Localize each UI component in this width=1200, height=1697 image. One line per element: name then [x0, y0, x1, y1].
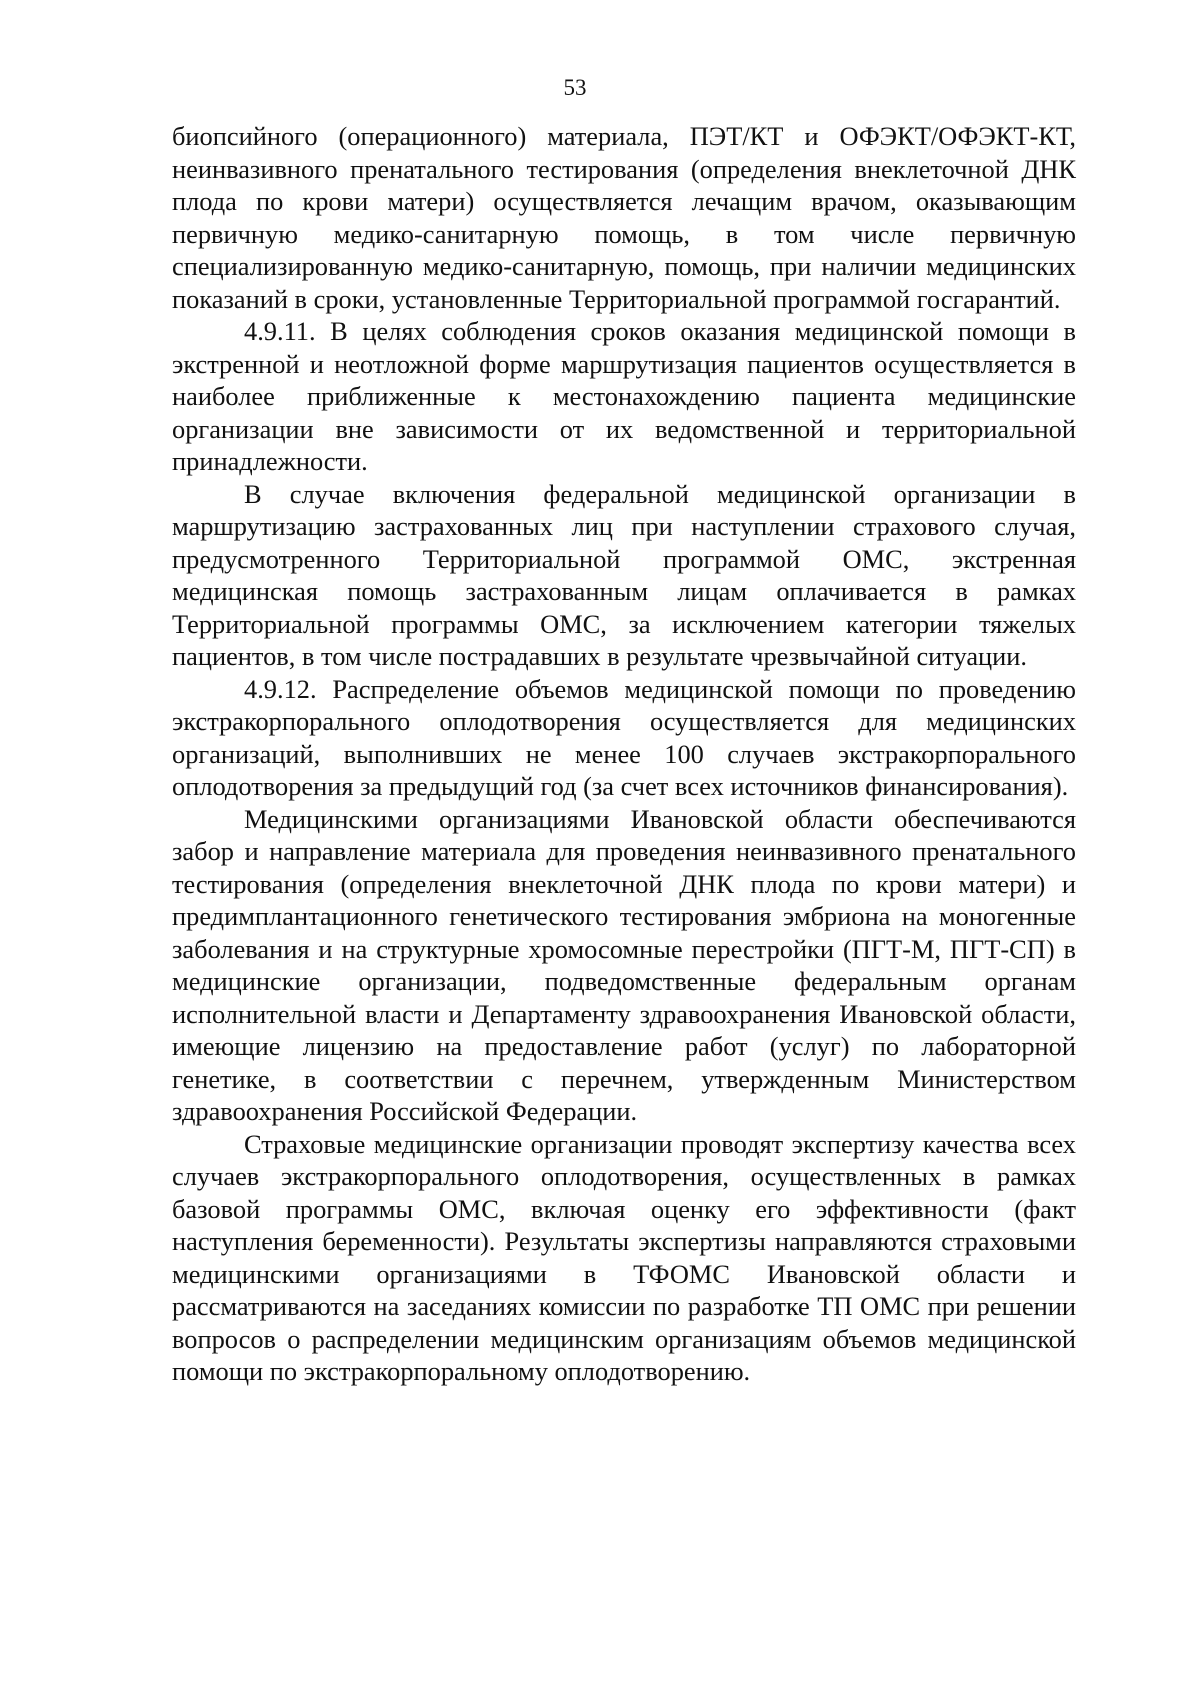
document-body [172, 120, 1076, 1388]
paragraph-4-9-12: 4.9.12. Распределение объемов медицинской помощи по проведению экстракорпорального оплодотворения осуществляется для медицинских организаций, выполнивших не менее 100 случаев экстракорпорального оплодотворения за предыдущий год (за счет всех источников финансирования). [172, 673, 1076, 801]
paragraph-genetic-testing: Медицинскими организациями Ивановской области обеспечиваются забор и направление материала для проведения неинвазивного пренатального тестирования (определения внеклеточной ДНК плода по крови матери) и предимплантационного генетического тестирования эмбриона на моногенные заболевания и на структурные хромосомные перестройки (ПГТ-М, ПГТ-СП) в медицинские организации, подведомственные федеральным органам исполнительной власти и Департаменту здравоохранения Ивановской области, имеющие лицензию на предоставление работ (услуг) по лабораторной генетике, в соответствии с перечнем, утвержденным Министерством здравоохранения Российской Федерации. [172, 803, 1076, 1126]
paragraph-continuation: биопсийного (операционного) материала, ПЭТ/КТ и ОФЭКТ/ОФЭКТ-КТ, неинвазивного пренатального тестирования (определения внеклеточной ДНК плода по крови матери) осуществляется лечащим врачом, оказывающим первичную медико-санитарную помощь, в том числе первичную специализированную медико-санитарную, помощь, при наличии медицинских показаний в сроки, установленные Территориальной программой госгарантий. [172, 121, 1076, 314]
page-number: 53 [563, 75, 587, 100]
paragraph-4-9-11: 4.9.11. В целях соблюдения сроков оказания медицинской помощи в экстренной и неотложной форме маршрутизация пациентов осуществляется в наиболее приближенные к местонахождению пациента медицинские организации вне зависимости от их ведомственной и территориальной принадлежности. [172, 316, 1076, 476]
paragraph-insurance-expertise: Страховые медицинские организации проводят экспертизу качества всех случаев экстракорпорального оплодотворения, осуществленных в рамках базовой программы ОМС, включая оценку его эффективности (факт наступления беременности). Результаты экспертизы направляются страховыми медицинскими организациями в ТФОМС Ивановской области и рассматриваются на заседаниях комиссии по разработке ТП ОМС при решении вопросов о распределении медицинским организациям объемов медицинской помощи по экстракорпоральному оплодотворению. [172, 1128, 1076, 1386]
paragraph-federal-routing: В случае включения федеральной медицинской организации в маршрутизацию застрахованных лиц при наступлении страхового случая, предусмотренного Территориальной программой ОМС, экстренная медицинская помощь застрахованным лицам оплачивается в рамках Территориальной программы ОМС, за исключением категории тяжелых пациентов, в том числе пострадавших в результате чрезвычайной ситуации. [172, 478, 1076, 671]
